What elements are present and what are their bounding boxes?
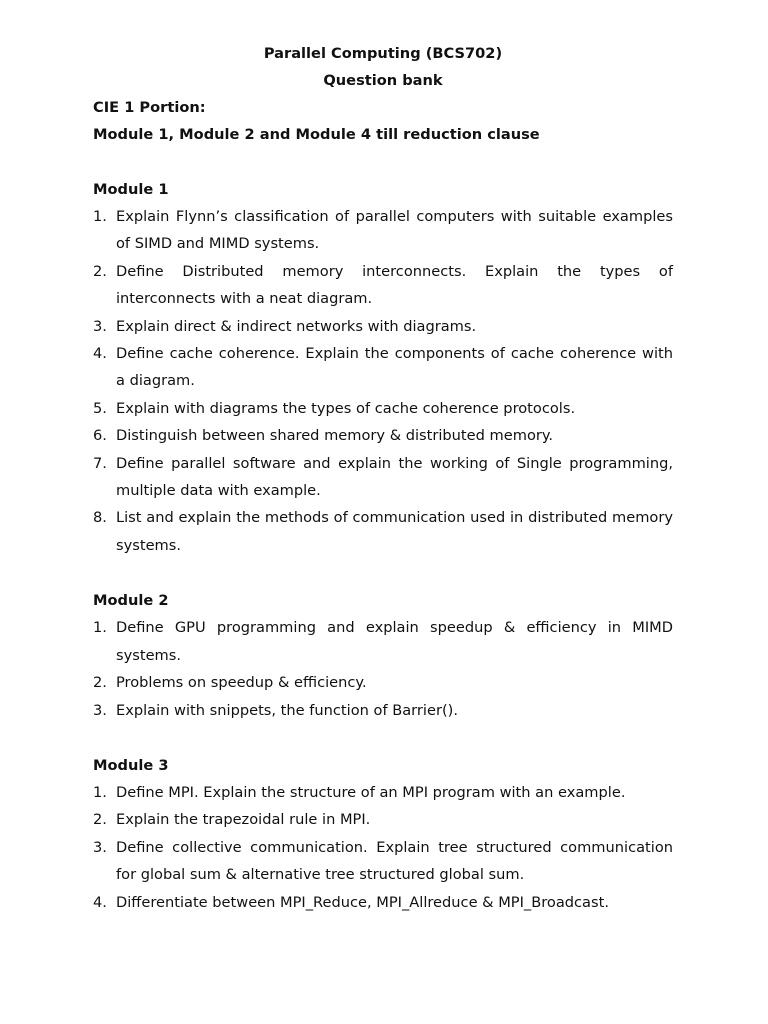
list-item xyxy=(93,889,673,916)
document-page xyxy=(93,40,673,916)
list-item xyxy=(93,806,673,833)
question-text: Explain Flynn’s classification of parallel computers with suitable examples of SIMD and MIMD systems. xyxy=(116,208,673,253)
module-3-question-list xyxy=(93,779,673,916)
question-text: Explain direct & indirect networks with diagrams. xyxy=(116,317,477,335)
module-2-heading: Module 2 xyxy=(93,592,169,610)
question-number: 4. xyxy=(93,893,107,911)
question-number: 2. xyxy=(93,674,107,692)
list-item xyxy=(93,614,673,669)
question-text: List and explain the methods of communication used in distributed memory systems. xyxy=(116,509,673,554)
module-1-heading: Module 1 xyxy=(93,181,169,198)
question-number: 5. xyxy=(93,399,107,417)
list-item xyxy=(93,258,673,313)
question-text: Define Distributed memory interconnects. Explain the types of interconnects with a neat diagram. xyxy=(116,262,673,308)
module-3-heading: Module 3 xyxy=(93,756,169,774)
question-text: Explain with snippets, the function of Barrier(). xyxy=(116,701,458,719)
list-item xyxy=(93,450,673,505)
question-number: 3. xyxy=(93,701,107,719)
module-2-question-list xyxy=(93,614,673,724)
list-item xyxy=(93,313,673,340)
question-text: Define cache coherence. Explain the components of cache coherence with a diagram. xyxy=(116,345,673,390)
question-number: 8. xyxy=(93,509,107,527)
question-number: 1. xyxy=(93,619,107,637)
question-text: Define collective communication. Explain tree structured communication for global sum & alternative tree structured global sum. xyxy=(116,838,673,884)
question-number: 1. xyxy=(93,208,107,225)
list-item xyxy=(93,395,673,422)
question-number: 7. xyxy=(93,454,107,472)
list-item xyxy=(93,834,673,889)
question-text: Explain with diagrams the types of cache coherence protocols. xyxy=(116,399,576,417)
question-number: 3. xyxy=(93,317,107,335)
module-1-question-list xyxy=(93,203,673,559)
question-text: Differentiate between MPI_Reduce, MPI_Allreduce & MPI_Broadcast. xyxy=(116,893,609,911)
question-text: Problems on speedup & efficiency. xyxy=(116,674,367,692)
question-text: Define GPU programming and explain speedup & efficiency in MIMD systems. xyxy=(116,619,673,664)
list-item xyxy=(93,697,673,724)
question-number: 4. xyxy=(93,345,107,363)
document-subtitle: Question bank xyxy=(323,72,443,89)
question-number: 2. xyxy=(93,262,107,280)
document-title: Parallel Computing (BCS702) xyxy=(263,45,503,62)
question-number: 2. xyxy=(93,811,107,829)
section-gap xyxy=(93,559,673,587)
question-number: 6. xyxy=(93,427,107,445)
question-text: Explain the trapezoidal rule in MPI. xyxy=(116,811,371,829)
question-text: Define parallel software and explain the working of Single programming, multiple data with example. xyxy=(116,454,673,500)
question-number: 1. xyxy=(93,783,107,801)
list-item xyxy=(93,340,673,395)
list-item xyxy=(93,422,673,449)
question-text: Define MPI. Explain the structure of an MPI program with an example. xyxy=(116,783,626,801)
question-number: 3. xyxy=(93,838,107,856)
section-gap xyxy=(93,148,673,176)
question-text: Distinguish between shared memory & distributed memory. xyxy=(116,427,554,445)
list-item xyxy=(93,203,673,258)
section-gap xyxy=(93,724,673,752)
list-item xyxy=(93,779,673,806)
list-item xyxy=(93,504,673,559)
portion-detail: Module 1, Module 2 and Module 4 till reduction clause xyxy=(93,126,540,143)
portion-label: CIE 1 Portion: xyxy=(93,99,206,116)
list-item xyxy=(93,669,673,696)
